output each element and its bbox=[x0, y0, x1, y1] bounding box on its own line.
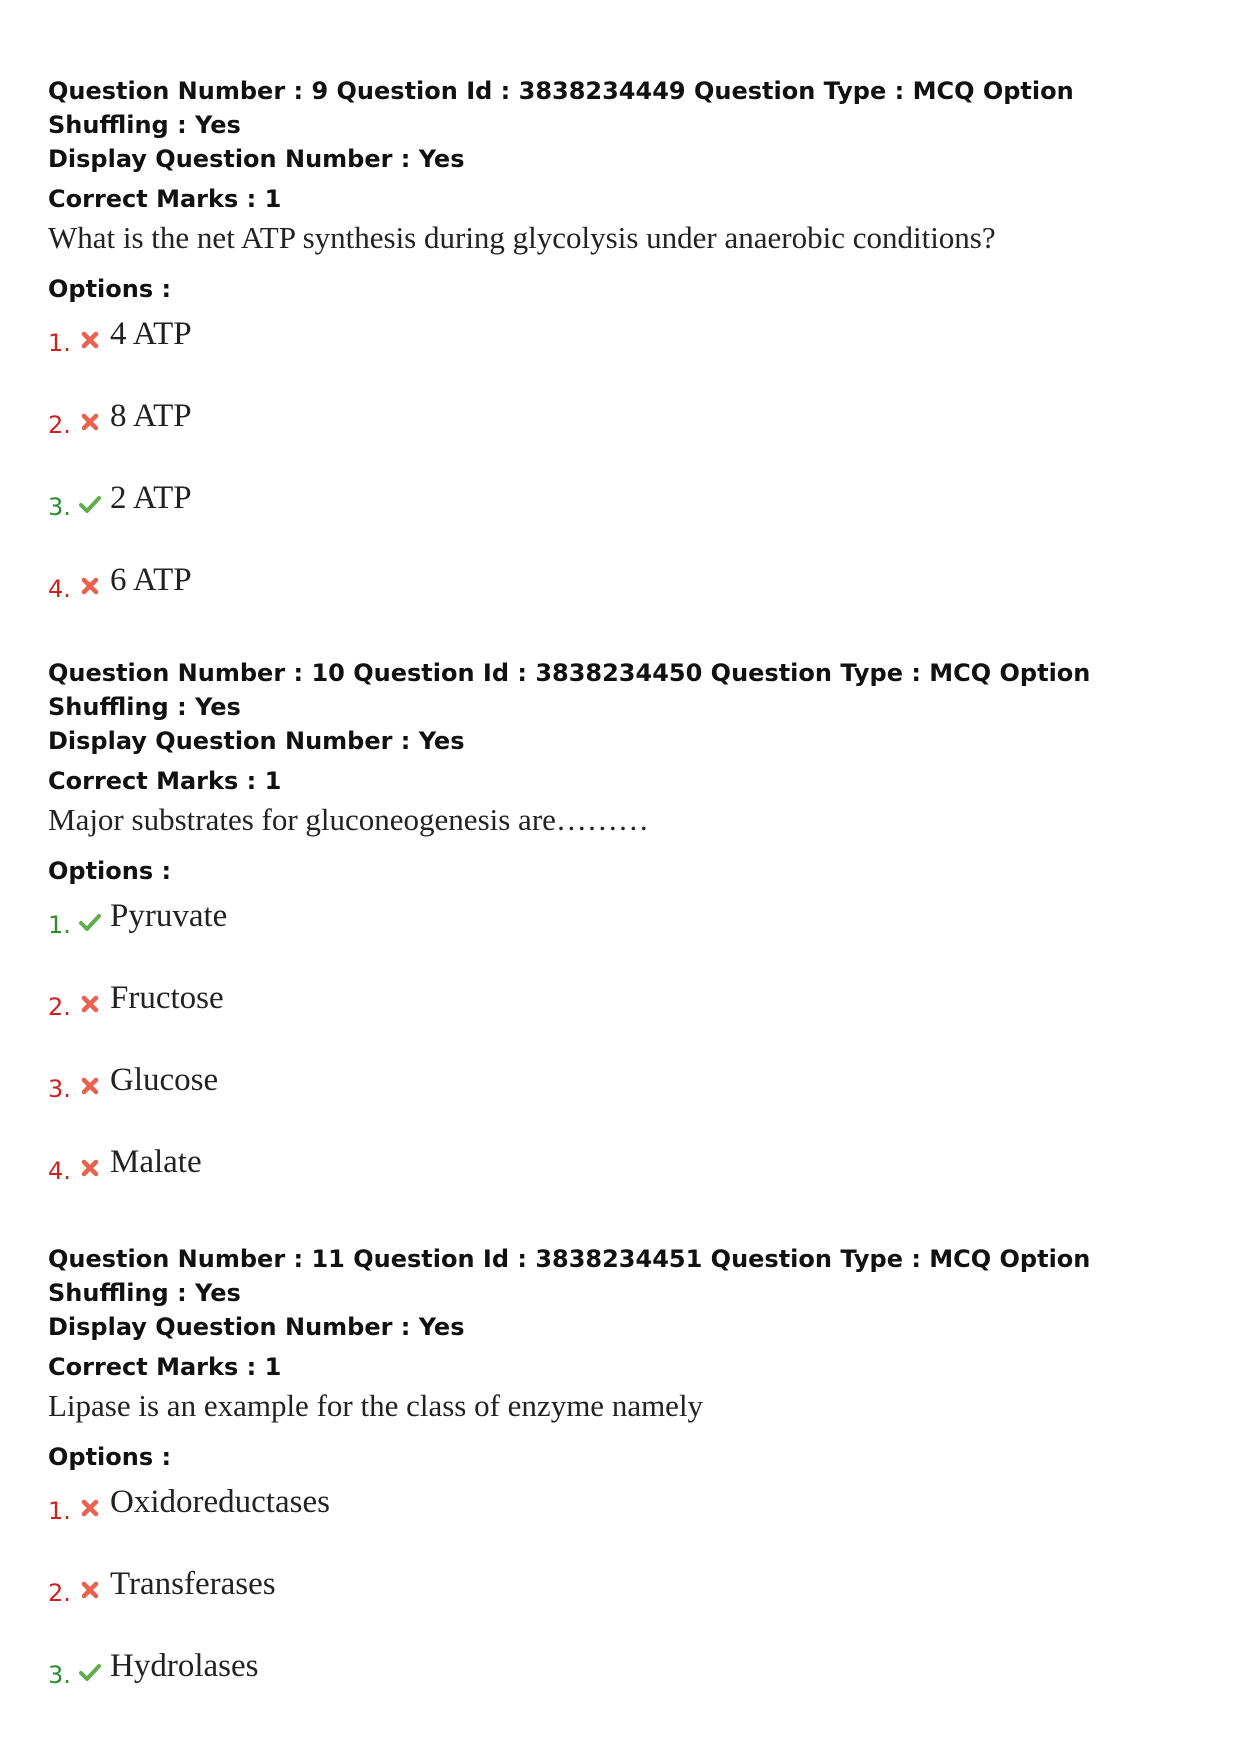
option-item bbox=[48, 318, 1198, 400]
option-item bbox=[48, 982, 1198, 1064]
options-list bbox=[48, 318, 1198, 646]
option-item bbox=[48, 900, 1198, 982]
option-text: Oxidoreductases bbox=[110, 1484, 330, 1520]
correct-marks: Correct Marks : 1 bbox=[48, 185, 282, 213]
cross-icon bbox=[78, 1156, 102, 1180]
question-meta-line: Question Number : 10 Question Id : 3838234450 Question Type : MCQ Option Shuffling : Yes bbox=[48, 659, 1091, 721]
cross-icon bbox=[78, 1496, 102, 1520]
option-text: Transferases bbox=[110, 1566, 276, 1602]
options-label: Options : bbox=[48, 857, 172, 885]
correct-marks: Correct Marks : 1 bbox=[48, 767, 282, 795]
option-item bbox=[48, 1486, 1198, 1568]
cross-icon bbox=[78, 410, 102, 434]
question-meta-line: Question Number : 9 Question Id : 3838234449 Question Type : MCQ Option Shuffling : Yes bbox=[48, 77, 1074, 139]
cross-icon bbox=[78, 328, 102, 352]
cross-icon bbox=[78, 992, 102, 1016]
option-number: 2. bbox=[48, 1579, 71, 1607]
question-block-11 bbox=[48, 1242, 1198, 1732]
display-question-number-line: Display Question Number : Yes bbox=[48, 727, 465, 755]
check-icon bbox=[78, 1660, 102, 1684]
option-number: 4. bbox=[48, 575, 71, 603]
option-text: Fructose bbox=[110, 980, 224, 1016]
option-item bbox=[48, 1650, 1198, 1732]
option-text: Malate bbox=[110, 1144, 202, 1180]
option-number: 1. bbox=[48, 911, 71, 939]
option-number: 3. bbox=[48, 1661, 71, 1689]
cross-icon bbox=[78, 1074, 102, 1098]
option-text: 8 ATP bbox=[110, 398, 192, 434]
option-item bbox=[48, 1146, 1198, 1228]
question-text: What is the net ATP synthesis during glycolysis under anaerobic conditions? bbox=[48, 220, 996, 255]
question-text: Lipase is an example for the class of enzyme namely bbox=[48, 1388, 704, 1423]
question-block-10 bbox=[48, 656, 1198, 1228]
option-number: 1. bbox=[48, 1497, 71, 1525]
option-item bbox=[48, 1568, 1198, 1650]
question-meta-line: Question Number : 11 Question Id : 3838234451 Question Type : MCQ Option Shuffling : Yes bbox=[48, 1245, 1091, 1307]
option-item bbox=[48, 400, 1198, 482]
question-text: Major substrates for gluconeogenesis are……… bbox=[48, 802, 649, 837]
cross-icon bbox=[78, 1578, 102, 1602]
options-label: Options : bbox=[48, 1443, 172, 1471]
option-number: 3. bbox=[48, 1075, 71, 1103]
options-list bbox=[48, 1486, 1198, 1732]
display-question-number-line: Display Question Number : Yes bbox=[48, 1313, 465, 1341]
options-label: Options : bbox=[48, 275, 172, 303]
check-icon bbox=[78, 492, 102, 516]
option-item bbox=[48, 482, 1198, 564]
question-block-9 bbox=[48, 74, 1198, 646]
options-list bbox=[48, 900, 1198, 1228]
option-number: 2. bbox=[48, 993, 71, 1021]
option-text: 2 ATP bbox=[110, 480, 192, 516]
option-number: 1. bbox=[48, 329, 71, 357]
option-text: Hydrolases bbox=[110, 1648, 259, 1684]
check-icon bbox=[78, 910, 102, 934]
option-number: 3. bbox=[48, 493, 71, 521]
correct-marks: Correct Marks : 1 bbox=[48, 1353, 282, 1381]
option-item bbox=[48, 564, 1198, 646]
option-item bbox=[48, 1064, 1198, 1146]
option-text: 6 ATP bbox=[110, 562, 192, 598]
option-number: 2. bbox=[48, 411, 71, 439]
cross-icon bbox=[78, 574, 102, 598]
display-question-number-line: Display Question Number : Yes bbox=[48, 145, 465, 173]
option-text: Pyruvate bbox=[110, 898, 228, 934]
option-text: Glucose bbox=[110, 1062, 219, 1098]
option-number: 4. bbox=[48, 1157, 71, 1185]
option-text: 4 ATP bbox=[110, 316, 192, 352]
